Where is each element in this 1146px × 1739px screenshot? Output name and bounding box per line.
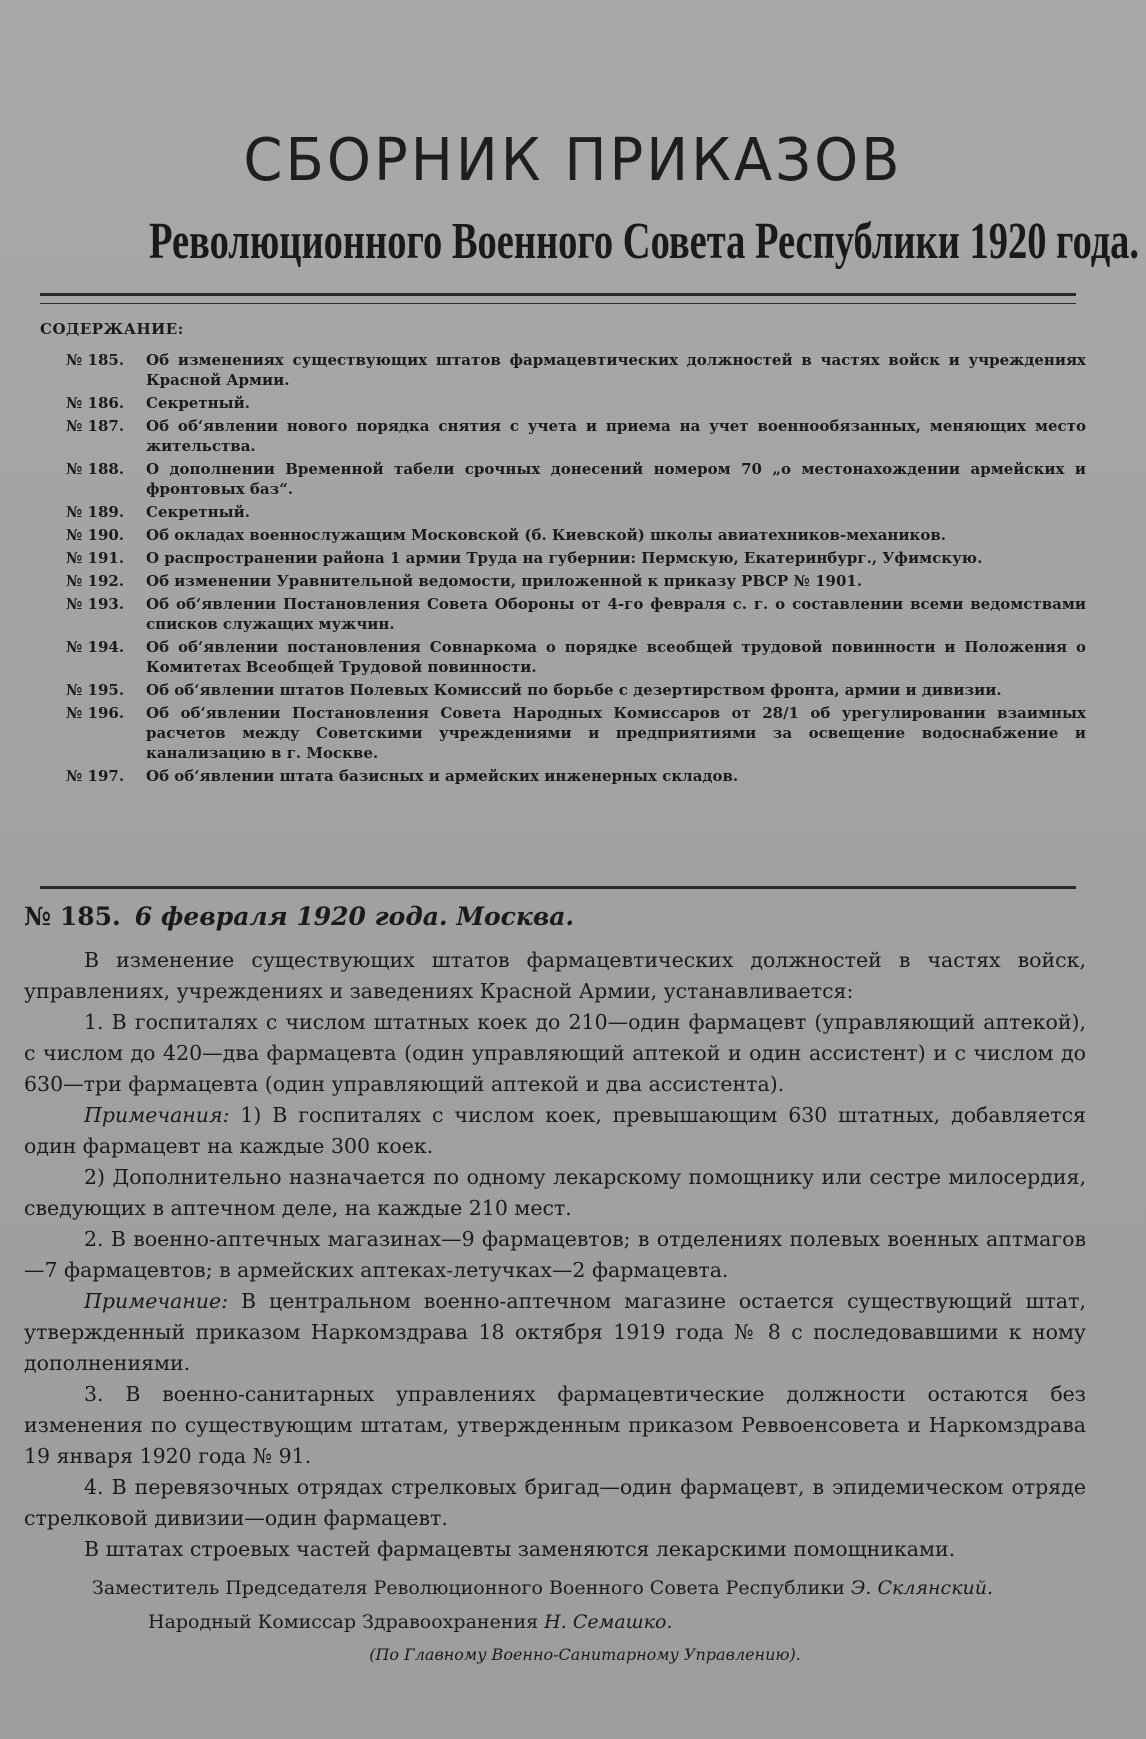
contents-item-text: Об об‘явлении постановления Совнаркома о порядке всеобщей трудовой повинности и Положения о Комитетах Всеобщей Трудовой повинности. <box>146 638 1086 676</box>
order-dateline: 6 февраля 1920 года. Москва. <box>134 902 575 931</box>
order-paragraph: 2) Дополнительно назначается по одному лекарскому помощнику или сестре милосердия, сведующих в аптечном деле, на каждые 210 мест. <box>24 1165 1086 1220</box>
contents-item-text: Об об‘явлении Постановления Совета Обороны от 4-го февраля с. г. о составлении всеми ведомствами списков служащих мужчин. <box>146 595 1086 633</box>
contents-item-number: № 190. <box>66 526 125 544</box>
collection-subtitle: Революционного Военного Совета Республики 1920 года. <box>148 213 1140 270</box>
title-divider <box>40 293 1076 304</box>
contents-item-number: № 185. <box>66 351 125 369</box>
order-paragraph: В изменение существующих штатов фармацевтических должностей в частях войск, управлениях, учреждениях и заведениях Красной Армии, устанавливается: <box>24 948 1086 1003</box>
collection-title: СБОРНИК ПРИКАЗОВ <box>243 126 903 195</box>
order-paragraph: 4. В перевязочных отрядах стрелковых бригад—один фармацевт, в эпидемическом отряде стрелковой дивизии—один фармацевт. <box>24 1475 1086 1530</box>
contents-item <box>66 766 1086 786</box>
contents-item-text: Об об‘явлении Постановления Совета Народных Комиссаров от 28/1 об урегулировании взаимных расчетов между Советскими учреждениями и предприятиями за освещение водоснабжение и канализацию в г. Москве. <box>146 704 1086 762</box>
note-label: Примечания: <box>84 1103 230 1127</box>
order-heading <box>24 902 1086 931</box>
contents-item-number: № 196. <box>66 704 125 722</box>
note-label: Примечание: <box>84 1289 229 1313</box>
order-paragraph: В штатах строевых частей фармацевты заменяются лекарскими помощниками. <box>84 1537 956 1561</box>
signature-role: Народный Комиссар Здравоохранения <box>148 1611 539 1633</box>
note-text: 1) В госпиталях с числом коек, превышающим 630 штатных, добавляется один фармацевт на каждые 300 коек. <box>24 1103 1086 1158</box>
contents-item-text: Об об‘явлении нового порядка снятия с учета и приема на учет военнообязанных, меняющих место жительства. <box>146 417 1086 455</box>
contents-item <box>66 525 1086 545</box>
signature-name: Н. Семашко. <box>544 1611 673 1633</box>
contents-item <box>66 350 1086 390</box>
contents-item-text: Об окладах военнослужащим Московской (б. Киевской) школы авиатехников-механиков. <box>146 526 947 544</box>
signature-deputy-chairman <box>24 1573 1086 1603</box>
order-paragraph: 3. В военно-санитарных управлениях фармацевтические должности остаются без изменения по существующим штатам, утвержденным приказом Реввоенсовета и Наркомздрава 19 января 1920 года № 91. <box>24 1382 1086 1468</box>
contents-item-text: Об об‘явлении штата базисных и армейских инженерных складов. <box>146 767 739 785</box>
contents-item-text: Об об‘явлении штатов Полевых Комиссий по борьбе с дезертирством фронта, армии и дивизии. <box>146 681 1002 699</box>
contents-item-number: № 194. <box>66 638 125 656</box>
contents-item <box>66 680 1086 700</box>
contents-divider <box>40 886 1076 889</box>
contents-item <box>66 502 1086 522</box>
contents-item-number: № 193. <box>66 595 125 613</box>
contents-item-text: Секретный. <box>146 503 251 521</box>
order-number: № 185. <box>24 902 121 931</box>
contents-item <box>66 637 1086 677</box>
contents-item <box>66 416 1086 456</box>
routing-note: (По Главному Военно-Санитарному Управлению). <box>369 1645 801 1664</box>
order-note <box>24 1286 1086 1379</box>
contents-item-number: № 189. <box>66 503 125 521</box>
contents-item-text: Об изменениях существующих штатов фармацевтических должностей в частях войск и учреждениях Красной Армии. <box>146 351 1086 389</box>
signature-role: Заместитель Председателя Революционного Военного Совета Республики <box>92 1577 845 1599</box>
contents-heading: СОДЕРЖАНИЕ: <box>40 320 184 338</box>
contents-item-number: № 188. <box>66 460 125 478</box>
contents-item-text: О распространении района 1 армии Труда на губернии: Пермскую, Екатеринбург., Уфимскую. <box>146 549 983 567</box>
contents-list <box>66 350 1086 789</box>
contents-item-number: № 197. <box>66 767 125 785</box>
contents-item <box>66 459 1086 499</box>
contents-item <box>66 594 1086 634</box>
order-body <box>24 902 1086 1664</box>
note-text: В центральном военно-аптечном магазине остается существующий штат, утвержденный приказом Наркомздрава 18 октября 1919 года № 8 с последовавшими к ному дополнениями. <box>24 1289 1086 1375</box>
contents-item-number: № 187. <box>66 417 125 435</box>
contents-item-number: № 192. <box>66 572 125 590</box>
contents-item-text: Секретный. <box>146 394 251 412</box>
contents-item <box>66 703 1086 763</box>
contents-item <box>66 393 1086 413</box>
contents-item <box>66 571 1086 591</box>
contents-item-text: О дополнении Временной табели срочных донесений номером 70 „о местонахождении армейских и фронтовых баз“. <box>146 460 1086 498</box>
order-paragraph: 1. В госпиталях с числом штатных коек до 210—один фармацевт (управляющий аптекой), с числом до 420—два фармацевта (один управляющий аптекой и один ассистент) и с числом до 630—три фармацевта (один управляющий аптекой и два ассистента). <box>24 1010 1086 1096</box>
order-paragraph: 2. В военно-аптечных магазинах—9 фармацевтов; в отделениях полевых военных аптмагов—7 фармацевтов; в армейских аптеках-летучках—2 фармацевта. <box>24 1227 1086 1282</box>
contents-item-number: № 191. <box>66 549 125 567</box>
signature-name: Э. Склянский. <box>850 1577 994 1599</box>
order-note <box>24 1100 1086 1162</box>
contents-item <box>66 548 1086 568</box>
contents-item-number: № 195. <box>66 681 125 699</box>
contents-item-text: Об изменении Уравнительной ведомости, приложенной к приказу РВСР № 1901. <box>146 572 863 590</box>
signature-commissar <box>24 1607 1086 1637</box>
contents-item-number: № 186. <box>66 394 125 412</box>
